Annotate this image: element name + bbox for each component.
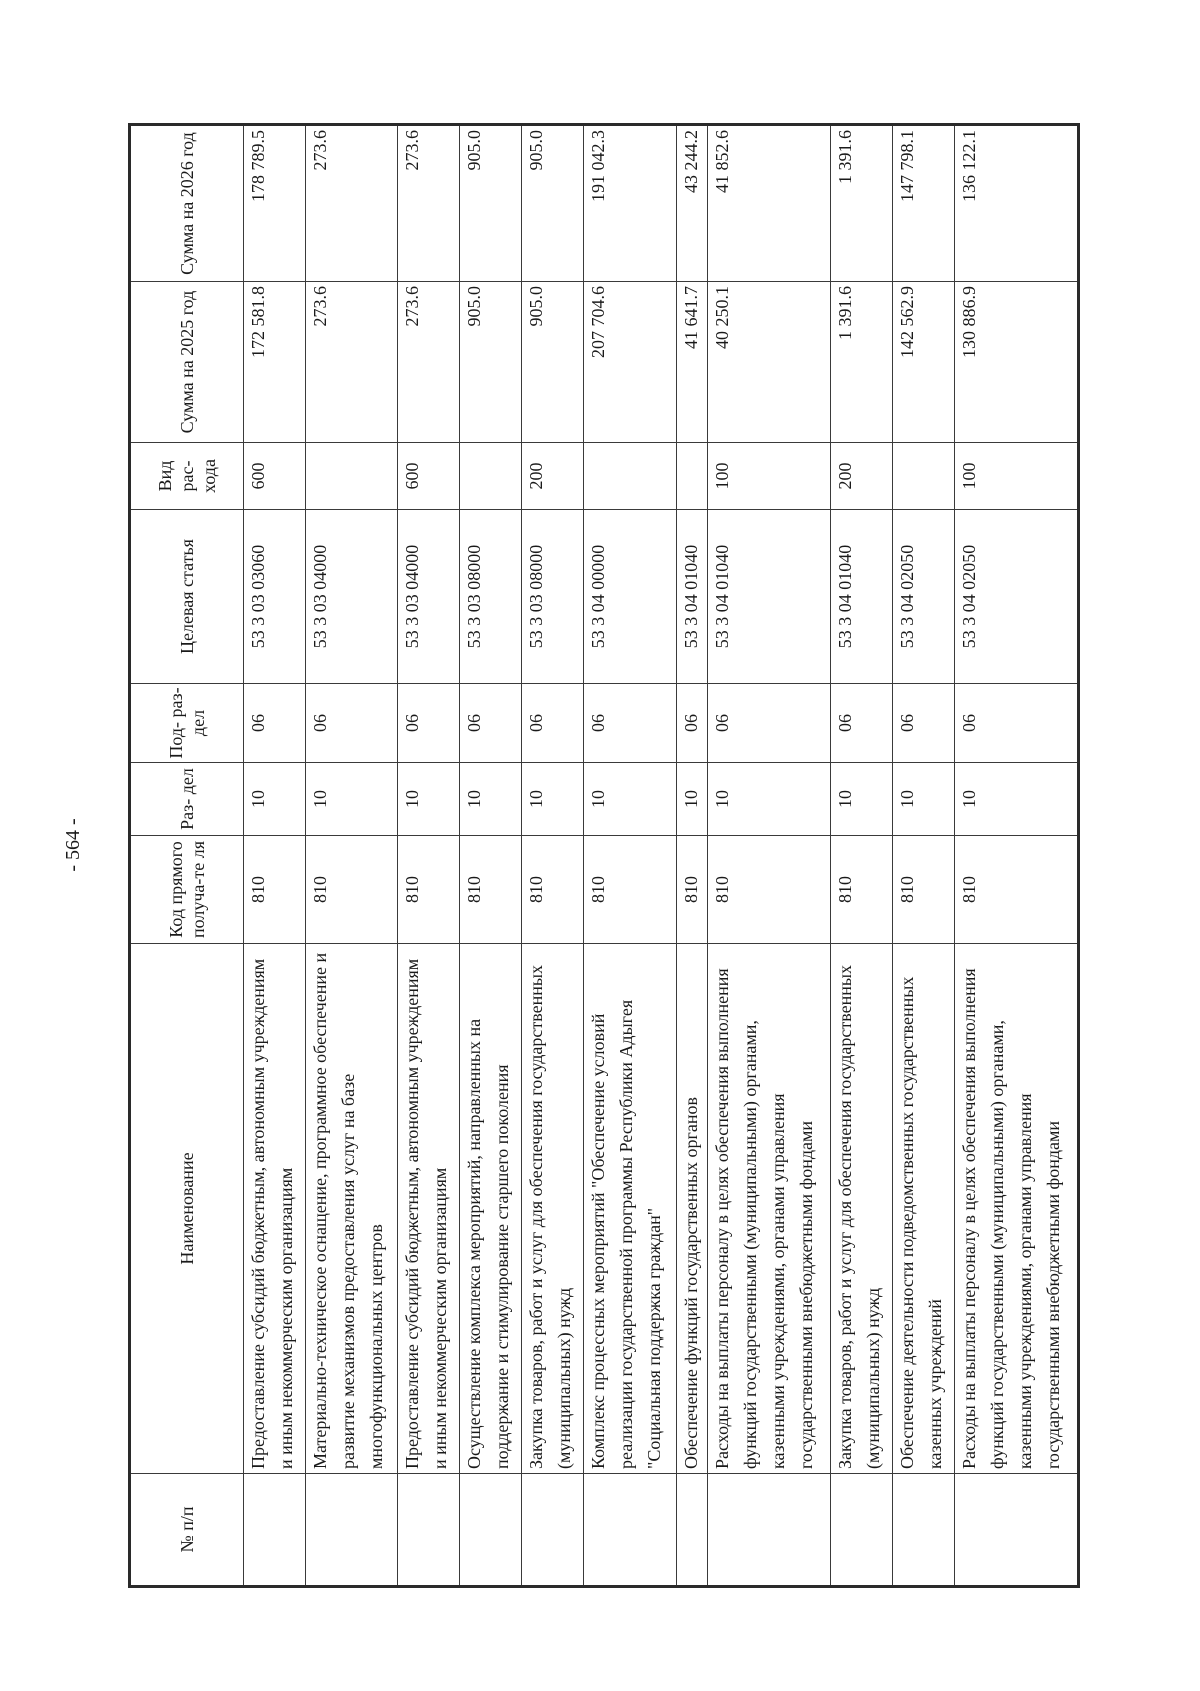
cell-target: 53 3 03 04000	[305, 510, 397, 684]
cell-section: 10	[305, 763, 397, 836]
cell-sum-2025: 207 704.6	[584, 282, 676, 443]
cell-target: 53 3 04 01040	[676, 510, 708, 684]
cell-recipient: 810	[460, 836, 522, 944]
cell-expense-type	[305, 443, 397, 510]
cell-num	[522, 1474, 584, 1587]
cell-sum-2025: 273.6	[398, 282, 460, 443]
cell-num	[398, 1474, 460, 1587]
cell-name: Закупка товаров, работ и услуг для обеспечения государственных (муниципальных) нужд	[522, 944, 584, 1474]
cell-num	[893, 1474, 955, 1587]
cell-sum-2026: 147 798.1	[893, 125, 955, 282]
cell-expense-type	[676, 443, 708, 510]
cell-target: 53 3 04 02050	[954, 510, 1078, 684]
cell-subsection: 06	[244, 684, 306, 763]
cell-recipient: 810	[244, 836, 306, 944]
cell-sum-2025: 273.6	[305, 282, 397, 443]
cell-section: 10	[244, 763, 306, 836]
cell-expense-type	[584, 443, 676, 510]
cell-subsection: 06	[676, 684, 708, 763]
cell-name: Комплекс процессных мероприятий "Обеспечение условий реализации государственной программы Республики Адыгея "Социальная поддержка граждан"	[584, 944, 676, 1474]
cell-num	[831, 1474, 893, 1587]
cell-subsection: 06	[305, 684, 397, 763]
table-row	[522, 125, 584, 1587]
header-section: Раз- дел	[130, 763, 244, 836]
header-subsection: Под- раз- дел	[130, 684, 244, 763]
table-row	[831, 125, 893, 1587]
cell-name: Предоставление субсидий бюджетным, автономным учреждениям и иным некоммерческим организациям	[244, 944, 306, 1474]
cell-num	[305, 1474, 397, 1587]
cell-recipient: 810	[522, 836, 584, 944]
cell-recipient: 810	[676, 836, 708, 944]
cell-sum-2026: 905.0	[522, 125, 584, 282]
cell-section: 10	[954, 763, 1078, 836]
cell-expense-type: 100	[708, 443, 831, 510]
cell-subsection: 06	[398, 684, 460, 763]
cell-expense-type: 200	[831, 443, 893, 510]
table-row	[398, 125, 460, 1587]
page-number: - 564 -	[61, 818, 84, 872]
cell-sum-2026: 191 042.3	[584, 125, 676, 282]
header-expense-type: Вид рас- хода	[130, 443, 244, 510]
cell-recipient: 810	[954, 836, 1078, 944]
cell-subsection: 06	[522, 684, 584, 763]
budget-table	[128, 123, 1080, 1588]
header-target: Целевая статья	[130, 510, 244, 684]
cell-sum-2025: 130 886.9	[954, 282, 1078, 443]
cell-subsection: 06	[954, 684, 1078, 763]
cell-section: 10	[831, 763, 893, 836]
cell-target: 53 3 04 02050	[893, 510, 955, 684]
cell-target: 53 3 03 08000	[460, 510, 522, 684]
cell-num	[244, 1474, 306, 1587]
cell-target: 53 3 04 01040	[708, 510, 831, 684]
cell-section: 10	[398, 763, 460, 836]
cell-sum-2025: 905.0	[522, 282, 584, 443]
cell-name: Предоставление субсидий бюджетным, автономным учреждениям и иным некоммерческим организациям	[398, 944, 460, 1474]
table-row	[244, 125, 306, 1587]
cell-sum-2026: 905.0	[460, 125, 522, 282]
cell-subsection: 06	[708, 684, 831, 763]
cell-recipient: 810	[708, 836, 831, 944]
cell-sum-2025: 40 250.1	[708, 282, 831, 443]
cell-expense-type: 200	[522, 443, 584, 510]
cell-expense-type	[460, 443, 522, 510]
cell-subsection: 06	[831, 684, 893, 763]
cell-name: Закупка товаров, работ и услуг для обеспечения государственных (муниципальных) нужд	[831, 944, 893, 1474]
cell-expense-type: 600	[398, 443, 460, 510]
table-row	[708, 125, 831, 1587]
cell-sum-2026: 43 244.2	[676, 125, 708, 282]
cell-target: 53 3 04 01040	[831, 510, 893, 684]
cell-name: Расходы на выплаты персоналу в целях обеспечения выполнения функций государственными (муниципальными) органами, казенными учреждениями, органами управления государственными внебюджетными фондами	[954, 944, 1078, 1474]
cell-sum-2025: 905.0	[460, 282, 522, 443]
table-header-row	[130, 125, 244, 1587]
cell-subsection: 06	[584, 684, 676, 763]
header-recipient: Код прямого получа-те ля	[130, 836, 244, 944]
cell-name: Осуществление комплекса мероприятий, направленных на поддержание и стимулирование старшего поколения	[460, 944, 522, 1474]
header-name: Наименование	[130, 944, 244, 1474]
header-num: № п/п	[130, 1474, 244, 1587]
cell-sum-2025: 41 641.7	[676, 282, 708, 443]
cell-section: 10	[708, 763, 831, 836]
rotated-page-content	[128, 126, 1080, 1588]
cell-sum-2026: 136 122.1	[954, 125, 1078, 282]
cell-target: 53 3 03 03060	[244, 510, 306, 684]
cell-recipient: 810	[831, 836, 893, 944]
cell-sum-2025: 142 562.9	[893, 282, 955, 443]
cell-sum-2026: 41 852.6	[708, 125, 831, 282]
cell-recipient: 810	[584, 836, 676, 944]
cell-name: Материально-техническое оснащение, программное обеспечение и развитие механизмов предоставления услуг на базе многофункциональных центров	[305, 944, 397, 1474]
cell-recipient: 810	[398, 836, 460, 944]
cell-section: 10	[893, 763, 955, 836]
table-body	[244, 125, 1079, 1587]
cell-name: Обеспечение деятельности подведомственных государственных казенных учреждений	[893, 944, 955, 1474]
cell-name: Расходы на выплаты персоналу в целях обеспечения выполнения функций государственными (муниципальными) органами, казенными учреждениями, органами управления государственными внебюджетными фондами	[708, 944, 831, 1474]
cell-target: 53 3 04 00000	[584, 510, 676, 684]
cell-sum-2025: 1 391.6	[831, 282, 893, 443]
cell-section: 10	[676, 763, 708, 836]
cell-expense-type	[893, 443, 955, 510]
table-row	[305, 125, 397, 1587]
cell-recipient: 810	[305, 836, 397, 944]
cell-expense-type: 100	[954, 443, 1078, 510]
cell-num	[676, 1474, 708, 1587]
cell-target: 53 3 03 04000	[398, 510, 460, 684]
cell-recipient: 810	[893, 836, 955, 944]
table-row	[460, 125, 522, 1587]
cell-target: 53 3 03 08000	[522, 510, 584, 684]
cell-sum-2026: 273.6	[305, 125, 397, 282]
cell-num	[708, 1474, 831, 1587]
cell-subsection: 06	[460, 684, 522, 763]
cell-num	[954, 1474, 1078, 1587]
table-row	[893, 125, 955, 1587]
header-sum-2026: Сумма на 2026 год	[130, 125, 244, 282]
cell-num	[584, 1474, 676, 1587]
table-row	[954, 125, 1078, 1587]
cell-section: 10	[584, 763, 676, 836]
header-sum-2025: Сумма на 2025 год	[130, 282, 244, 443]
cell-section: 10	[460, 763, 522, 836]
table-row	[584, 125, 676, 1587]
cell-sum-2026: 1 391.6	[831, 125, 893, 282]
cell-sum-2026: 178 789.5	[244, 125, 306, 282]
cell-subsection: 06	[893, 684, 955, 763]
cell-section: 10	[522, 763, 584, 836]
table-row	[676, 125, 708, 1587]
cell-sum-2025: 172 581.8	[244, 282, 306, 443]
cell-expense-type: 600	[244, 443, 306, 510]
cell-sum-2026: 273.6	[398, 125, 460, 282]
cell-name: Обеспечение функций государственных органов	[676, 944, 708, 1474]
cell-num	[460, 1474, 522, 1587]
